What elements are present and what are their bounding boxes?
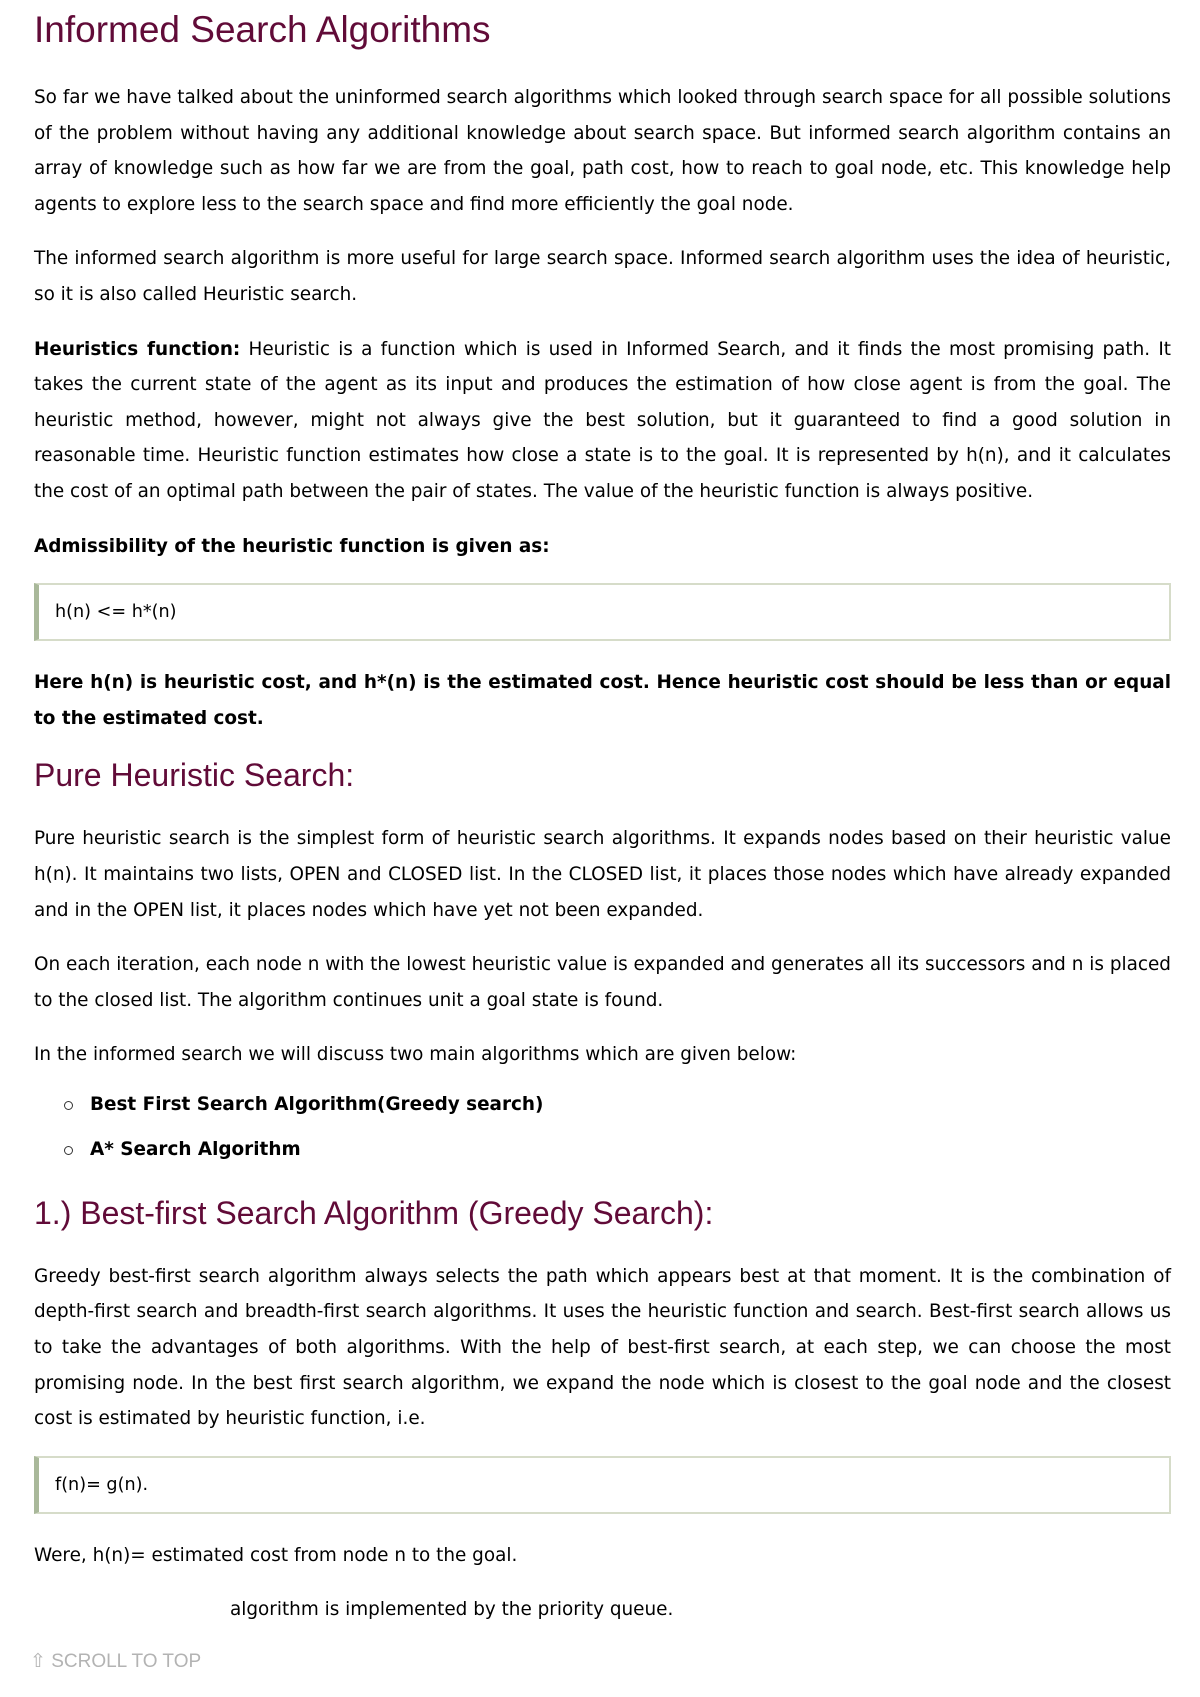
best-first-heading: 1.) Best-first Search Algorithm (Greedy Search): <box>34 1194 714 1231</box>
page-title: Informed Search Algorithms <box>34 9 491 50</box>
heuristic-paragraph <box>34 332 1171 510</box>
admissibility-formula: h(n) <= h*(n) <box>55 602 177 623</box>
intro-paragraph-2: The informed search algorithm is more useful for large search space. Informed search algorithm uses the idea of heuristic, so it is also called Heuristic search. <box>34 248 1171 305</box>
heuristic-label: Heuristics function: <box>34 338 241 360</box>
scroll-to-top-button[interactable]: ⇧ SCROLL TO TOP <box>30 1650 219 1673</box>
algorithm-list <box>34 1092 1171 1163</box>
list-item-label: A* Search Algorithm <box>90 1138 301 1160</box>
best-first-formula: f(n)= g(n). <box>55 1474 149 1495</box>
admissibility-formula-box <box>34 583 1171 641</box>
pure-heuristic-heading: Pure Heuristic Search: <box>34 757 355 794</box>
pure-paragraph-3: In the informed search we will discuss two main algorithms which are given below: <box>34 1044 797 1066</box>
list-item-label: Best First Search Algorithm(Greedy search) <box>90 1093 544 1115</box>
heuristic-text: Heuristic is a function which is used in Informed Search, and it finds the most promising path. It takes the current state of the agent as its input and produces the estimation of how close agent is from the goal. The heuristic method, however, might not always give the best solution, but it guaranteed to find a good solution in reasonable time. Heuristic function estimates how close a state is to the goal. It is represented by h(n), and it calculates the cost of an optimal path between the pair of states. The value of the heuristic function is always positive. <box>34 338 1171 502</box>
best-first-formula-box <box>34 1456 1171 1514</box>
admissibility-note: Here h(n) is heuristic cost, and h*(n) is the estimated cost. Hence heuristic cost should be less than or equal to the estimated cost. <box>34 672 1171 729</box>
circle-bullet-icon <box>64 1101 73 1110</box>
best-first-note-1: Were, h(n)= estimated cost from node n to the goal. <box>34 1544 518 1566</box>
list-item <box>34 1092 1171 1118</box>
pure-paragraph-1: Pure heuristic search is the simplest form of heuristic search algorithms. It expands nodes based on their heuristic value h(n). It maintains two lists, OPEN and CLOSED list. In the CLOSED list, it places those nodes which have already expanded and in the OPEN list, it places nodes which have yet not been expanded. <box>34 828 1171 921</box>
best-first-note-2: algorithm is implemented by the priority queue. <box>230 1599 674 1621</box>
list-item <box>34 1137 1171 1163</box>
pure-paragraph-2: On each iteration, each node n with the lowest heuristic value is expanded and generates all its successors and n is placed to the closed list. The algorithm continues unit a goal state is found. <box>34 954 1171 1011</box>
best-first-paragraph: Greedy best-first search algorithm always selects the path which appears best at that moment. It is the combination of depth-first search and breadth-first search algorithms. It uses the heuristic function and search. Best-first search allows us to take the advantages of both algorithms. With the help of best-first search, at each step, we can choose the most promising node. In the best first search algorithm, we expand the node which is closest to the goal node and the closest cost is estimated by heuristic function, i.e. <box>34 1265 1171 1430</box>
intro-paragraph-1: So far we have talked about the uninformed search algorithms which looked through search space for all possible solutions of the problem without having any additional knowledge about search space. But informed search algorithm contains an array of knowledge such as how far we are from the goal, path cost, how to reach to goal node, etc. This knowledge help agents to explore less to the search space and find more efficiently the goal node. <box>34 87 1171 215</box>
circle-bullet-icon <box>64 1146 73 1155</box>
admissibility-heading: Admissibility of the heuristic function is given as: <box>34 535 550 557</box>
article <box>34 0 1171 1647</box>
